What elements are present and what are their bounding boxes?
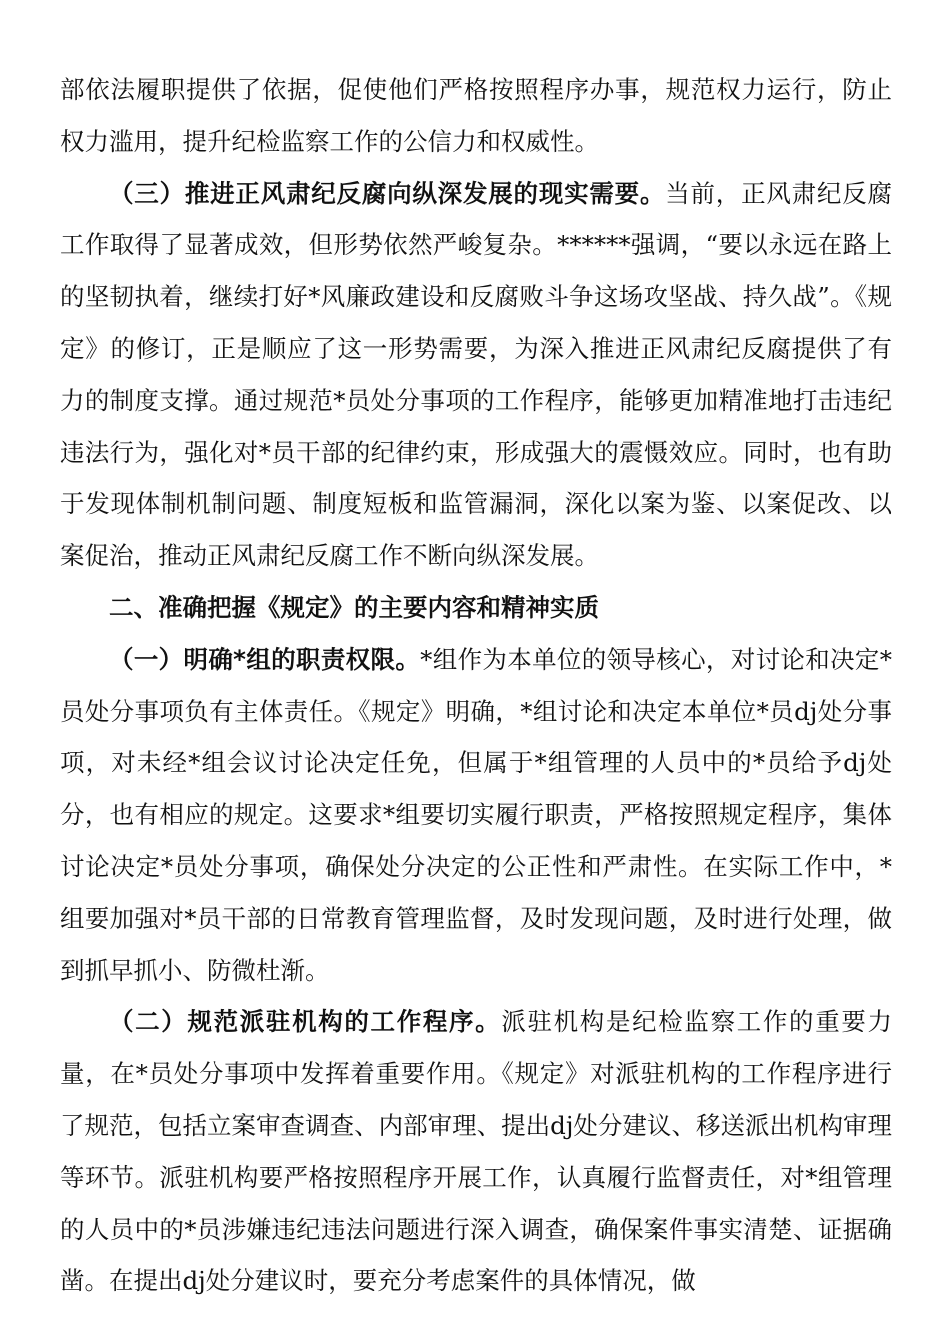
paragraph-subsection-2: [60, 996, 892, 1307]
paragraph-lead-heading: （三）推进正风肃纪反腐向纵深发展的现实需要。: [109, 178, 666, 208]
paragraph-body: *组作为本单位的领导核心，对讨论和决定*员处分事项负有主体责任。《规定》明确，*组讨论和决定本单位*员dj处分事项，对未经*组会议讨论决定任免，但属于*组管理的人员中的*员给予dj处分，也有相应的规定。这要求*组要切实履行职责，严格按照规定程序，集体讨论决定*员处分事项，确保处分决定的公正性和严肃性。在实际工作中，*组要加强对*员干部的日常教育管理监督，及时发现问题，及时进行处理，做到抓早抓小、防微杜渐。: [60, 644, 893, 985]
paragraph-lead-heading: （二）规范派驻机构的工作程序。: [109, 1007, 502, 1037]
paragraph-continuation: [60, 64, 892, 168]
paragraph-body: 当前，正风肃纪反腐工作取得了显著成效，但形势依然严峻复杂。******强调，“要以永远在路上的坚韧执着，继续打好*风廉政建设和反腐败斗争这场攻坚战、持久战”。《规定》的修订，正是顺应了这一形势需要，为深入推进正风肃纪反腐提供了有力的制度支撑。通过规范*员处分事项的工作程序，能够更加精准地打击违纪违法行为，强化对*员干部的纪律约束，形成强大的震慑效应。同时，也有助于发现体制机制问题、制度短板和监管漏洞，深化以案为鉴、以案促改、以案促治，推动正风肃纪反腐工作不断向纵深发展。: [60, 178, 893, 571]
section-heading: 二、准确把握《规定》的主要内容和精神实质: [109, 592, 599, 622]
paragraph-lead-heading: （一）明确*组的职责权限。: [109, 644, 421, 674]
paragraph-section-3: [60, 168, 892, 582]
paragraph-body: 部依法履职提供了依据，促使他们严格按照程序办事，规范权力运行，防止权力滥用，提升纪检监察工作的公信力和权威性。: [60, 75, 892, 156]
paragraph-body: 派驻机构是纪检监察工作的重要力量，在*员处分事项中发挥着重要作用。《规定》对派驻机构的工作程序进行了规范，包括立案审查调查、内部审理、提出dj处分建议、移送派出机构审理等环节。派驻机构要严格按照程序开展工作，认真履行监督责任，对*组管理的人员中的*员涉嫌违纪违法问题进行深入调查，确保案件事实清楚、证据确凿。在提出dj处分建议时，要充分考虑案件的具体情况，做: [60, 1007, 892, 1296]
paragraph-subsection-1: [60, 634, 892, 997]
document-page: [60, 64, 892, 1307]
